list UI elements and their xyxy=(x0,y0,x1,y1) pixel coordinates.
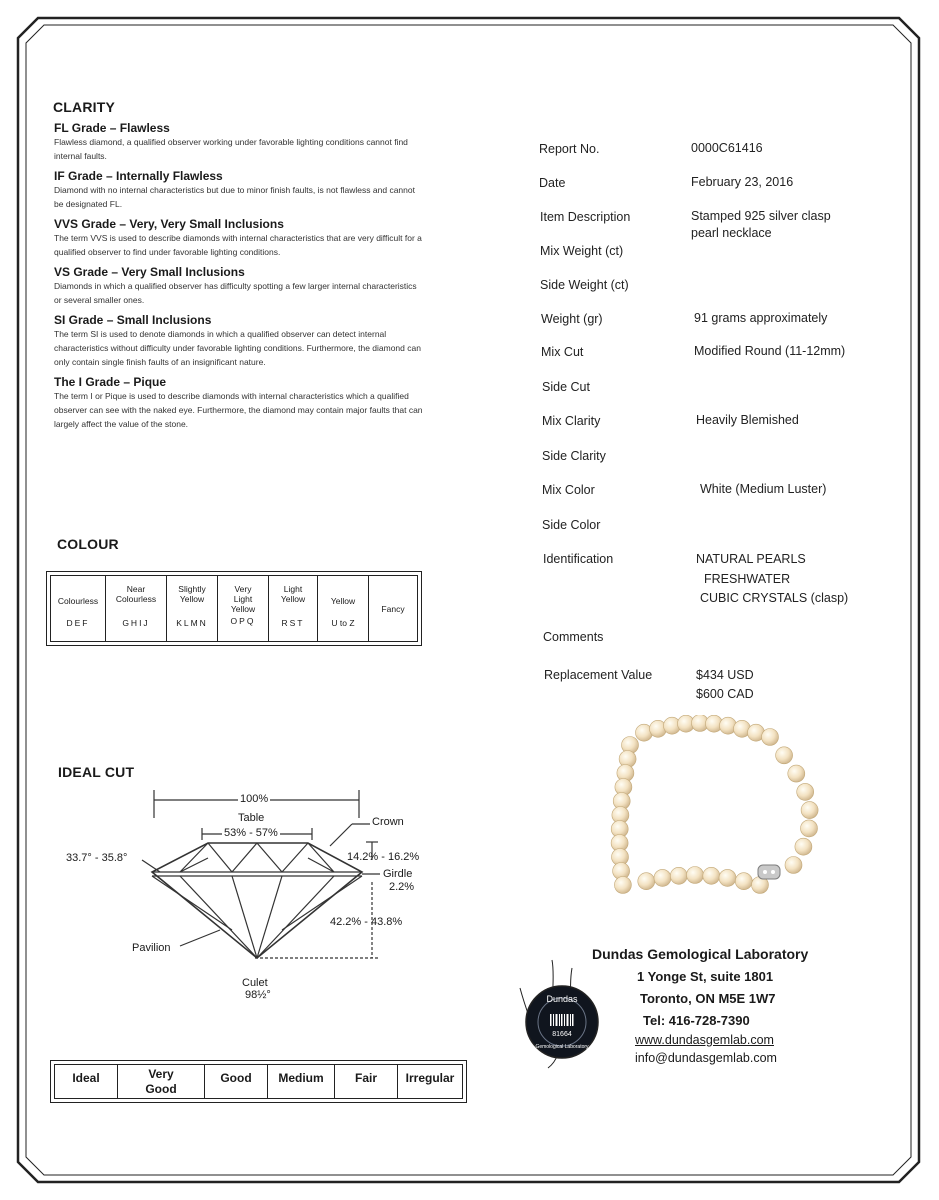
grade-title: IF Grade – Internally Flawless xyxy=(54,169,223,183)
lab-address-1: 1 Yonge St, suite 1801 xyxy=(637,969,774,984)
pearl xyxy=(801,802,818,819)
report-row xyxy=(539,666,899,706)
colour-range: GHIJ xyxy=(122,618,150,628)
facet xyxy=(257,876,334,958)
cut-grade-cell: Ideal xyxy=(55,1065,118,1099)
facet xyxy=(232,843,257,872)
report-row xyxy=(539,550,899,628)
colour-name: Fancy xyxy=(381,603,405,614)
pearl xyxy=(614,877,631,894)
facet xyxy=(308,843,334,872)
report-label: Weight (gr) xyxy=(541,312,603,326)
report-label: Date xyxy=(539,176,566,190)
report-label: Item Description xyxy=(540,210,631,224)
report-row xyxy=(539,481,899,516)
report-row xyxy=(539,140,899,174)
culet-label: Culet xyxy=(242,977,268,989)
report-value-line: NATURAL PEARLS xyxy=(696,552,806,566)
report-row xyxy=(539,174,899,208)
seal-bottom-text: Gemological Laboratory xyxy=(535,1044,589,1050)
report-label: Mix Clarity xyxy=(542,414,601,428)
clasp xyxy=(758,865,780,879)
report-section xyxy=(539,140,899,706)
report-label: Side Weight (ct) xyxy=(540,278,629,292)
crown-angle-label: 33.7° - 35.8° xyxy=(66,852,128,864)
pavilion-label: Pavilion xyxy=(132,942,171,954)
report-label: Replacement Value xyxy=(544,668,653,682)
lab-email: info@dundasgemlab.com xyxy=(635,1051,777,1065)
facet xyxy=(180,876,257,958)
clarity-title: CLARITY xyxy=(53,99,116,115)
colour-name: Colourless xyxy=(57,596,99,606)
report-value: 91 grams approximately xyxy=(694,311,828,325)
report-value-line: $600 CAD xyxy=(696,687,754,701)
colour-name: Slightly Yellow xyxy=(178,584,206,604)
grade-desc: Diamonds in which a qualified observer has difficulty spotting a few larger internal characteristics or several smaller ones. xyxy=(54,281,417,305)
table-label: Table xyxy=(238,812,265,824)
report-value: February 23, 2016 xyxy=(691,175,794,189)
pearl xyxy=(801,820,818,837)
grade-title: FL Grade – Flawless xyxy=(54,121,170,135)
report-value: White (Medium Luster) xyxy=(700,482,827,496)
cut-grade-table xyxy=(54,1064,463,1099)
grade-desc: Diamond with no internal characteristics but due to minor finish faults, is not flawless and cannot be designated FL. xyxy=(54,185,415,209)
report-value xyxy=(691,208,831,242)
grade-title: VVS Grade – Very, Very Small Inclusions xyxy=(54,217,284,231)
lab-seal xyxy=(512,950,612,1075)
pearl xyxy=(788,765,805,782)
pearl xyxy=(703,867,720,884)
facet xyxy=(232,876,257,958)
pavilion-depth-label: 42.2% - 43.8% xyxy=(330,916,403,928)
report-value-line: pearl necklace xyxy=(691,226,772,240)
seal-top-text: Dundas xyxy=(546,994,578,1004)
pearl xyxy=(795,838,812,855)
report-value: 0000C61416 xyxy=(691,141,763,155)
pearl xyxy=(776,747,793,764)
pearl xyxy=(785,857,802,874)
pearl xyxy=(670,867,687,884)
culet-angle-label: 98½° xyxy=(245,989,271,1001)
report-value-line: Stamped 925 silver clasp xyxy=(691,209,831,223)
report-label: Report No. xyxy=(539,142,600,156)
lab-address-2: Toronto, ON M5E 1W7 xyxy=(640,991,776,1006)
report-row xyxy=(539,628,899,666)
grade-desc: The term I or Pique is used to describe diamonds with internal characteristics which a qualified observer can see with the naked eye. Furthermore, the diamond may contain major faults that can largely affect the value of the stone. xyxy=(54,391,423,429)
crown-height-label: 14.2% - 16.2% xyxy=(347,851,420,863)
colour-name: Very Light Yellow xyxy=(230,584,256,614)
cut-grade-cell: Good xyxy=(205,1065,268,1099)
grade-desc: Flawless diamond, a qualified observer working under favorable lighting conditions cannot find internal faults. xyxy=(54,137,408,161)
colour-range: RST xyxy=(281,618,305,628)
cut-grade-cell: Medium xyxy=(268,1065,335,1099)
facet xyxy=(308,858,334,872)
girdle-value-label: 2.2% xyxy=(389,881,415,893)
report-label: Mix Color xyxy=(542,483,595,497)
pearl xyxy=(687,867,704,884)
pearl xyxy=(719,869,736,886)
grade-title: The I Grade – Pique xyxy=(54,375,167,389)
report-value-line: CUBIC CRYSTALS (clasp) xyxy=(700,591,849,605)
colour-range: U to Z xyxy=(331,618,355,628)
report-row xyxy=(539,208,899,242)
width-label: 100% xyxy=(240,793,269,805)
cut-grade-cell: Irregular xyxy=(398,1065,463,1099)
grade-title: SI Grade – Small Inclusions xyxy=(54,313,212,327)
colour-range: OPQ xyxy=(230,616,256,626)
report-row xyxy=(539,516,899,550)
report-label: Side Clarity xyxy=(542,449,606,463)
report-row xyxy=(539,447,899,481)
facet xyxy=(208,843,232,872)
pearl xyxy=(654,869,671,886)
crown-pointer-diag xyxy=(330,824,352,846)
report-value xyxy=(696,666,754,704)
colour-name: Light Yellow xyxy=(280,584,306,604)
colour-name: Yellow xyxy=(330,596,356,606)
cut-grade-frame xyxy=(50,1060,467,1103)
colour-title: COLOUR xyxy=(57,536,119,552)
lab-tel: Tel: 416-728-7390 xyxy=(643,1013,750,1028)
report-label: Comments xyxy=(543,630,604,644)
report-label: Side Cut xyxy=(542,380,590,394)
colour-range: DEF xyxy=(66,618,90,628)
report-value xyxy=(696,550,848,609)
report-label: Identification xyxy=(543,552,614,566)
pavilion-pointer xyxy=(180,930,220,946)
report-value: Modified Round (11-12mm) xyxy=(694,344,846,358)
colour-name: Near Colourless xyxy=(115,584,157,604)
facet xyxy=(282,843,308,872)
cut-grade-cell: Fair xyxy=(335,1065,398,1099)
facet xyxy=(180,858,208,872)
crown-label: Crown xyxy=(372,816,404,828)
report-row xyxy=(539,276,899,310)
cut-grade-cell: Very Good xyxy=(118,1065,205,1099)
facet xyxy=(180,843,208,872)
crown-angle-pointer xyxy=(142,860,160,872)
facet xyxy=(257,876,282,958)
table-range-label: 53% - 57% xyxy=(224,827,278,839)
report-label: Mix Weight (ct) xyxy=(540,244,624,258)
facet xyxy=(257,843,282,872)
report-value: Heavily Blemished xyxy=(696,413,799,427)
report-row xyxy=(539,343,899,378)
grade-desc: The term VVS is used to describe diamonds with internal characteristics that are very difficult for a qualified observer to find under favorable lighting conditions. xyxy=(54,233,422,257)
lab-name: Dundas Gemological Laboratory xyxy=(592,946,809,962)
facet xyxy=(152,876,232,930)
report-label: Side Color xyxy=(542,518,601,532)
pearl xyxy=(762,729,779,746)
pearl xyxy=(735,873,752,890)
report-value-line: FRESHWATER xyxy=(704,571,791,586)
report-row xyxy=(539,310,899,343)
report-value-line: $434 USD xyxy=(696,668,754,682)
ideal-cut-title: IDEAL CUT xyxy=(58,764,135,780)
girdle-label: Girdle xyxy=(383,868,413,880)
report-row xyxy=(539,242,899,276)
lab-website-link[interactable]: www.dundasgemlab.com xyxy=(635,1033,774,1047)
grade-title: VS Grade – Very Small Inclusions xyxy=(54,265,245,279)
seal-number-text: 81664 xyxy=(552,1031,572,1038)
report-row xyxy=(539,412,899,447)
grade-desc: The term SI is used to denote diamonds in which a qualified observer can detect internal characteristics without difficulty under favorable lighting conditions. Furthermore, the diamond can only contain single finish faults of an insignificant nature. xyxy=(54,329,421,367)
pearl xyxy=(638,873,655,890)
colour-range: KLMN xyxy=(176,618,208,628)
pearl xyxy=(797,783,814,800)
pearl-necklace-image xyxy=(590,715,840,915)
report-label: Mix Cut xyxy=(541,345,584,359)
diamond-outline xyxy=(152,843,362,958)
report-row xyxy=(539,378,899,412)
